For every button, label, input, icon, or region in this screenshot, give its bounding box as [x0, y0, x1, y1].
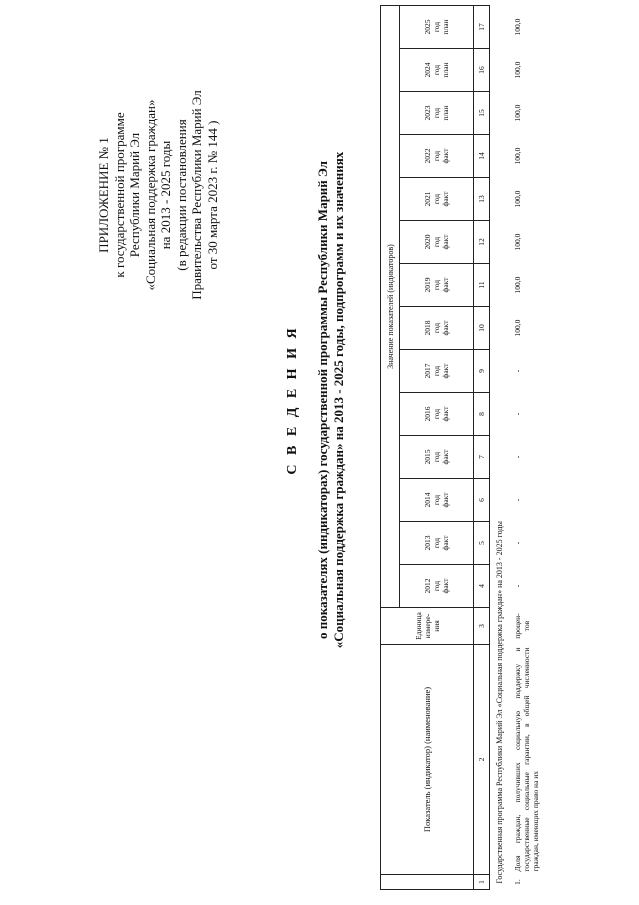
- document-title: [285, 15, 347, 785]
- year-header-status: факт: [441, 277, 450, 293]
- row-value-2018: 100,0: [513, 319, 522, 337]
- year-header-year: 2014: [423, 492, 432, 508]
- column-number: 16: [474, 49, 490, 92]
- row-value-2012: -: [513, 584, 522, 588]
- row-value-2017: -: [513, 369, 522, 373]
- row-value-2015: -: [513, 455, 522, 459]
- column-number: 5: [474, 522, 490, 565]
- year-header-kind: год: [432, 365, 441, 377]
- row-indicator: Доля граждан, получивших социальную поддержку и государственные социальные гарантии, в общей численности граждан, имеющих право на их: [513, 647, 540, 872]
- year-header-kind: год: [432, 64, 441, 76]
- year-header-kind: год: [432, 193, 441, 205]
- year-header-kind: год: [432, 408, 441, 420]
- column-number: 9: [474, 350, 490, 393]
- row-value-2020: 100,0: [513, 233, 522, 251]
- year-header-kind: год: [432, 537, 441, 549]
- year-header-2020: [400, 221, 474, 264]
- column-number: 6: [474, 479, 490, 522]
- row-number: 1.: [513, 879, 522, 885]
- column-number: 7: [474, 436, 490, 479]
- year-header-status: факт: [441, 578, 450, 594]
- appendix-line: «Социальная поддержка граждан»: [142, 99, 158, 291]
- column-number: 12: [474, 221, 490, 264]
- column-number: 3: [474, 608, 490, 645]
- year-header-year: 2025: [423, 19, 432, 35]
- row-unit: процен-тов: [513, 613, 531, 639]
- program-title: Государственная программа Республики Марий Эл «Социальная поддержка граждан» на 2013 - 2025 годы: [495, 521, 504, 884]
- year-header-2016: [400, 393, 474, 436]
- year-header-status: факт: [441, 449, 450, 465]
- year-header-2012: [400, 565, 474, 608]
- year-header-kind: год: [432, 580, 441, 592]
- year-header-2015: [400, 436, 474, 479]
- appendix-line: ПРИЛОЖЕНИЕ № 1: [96, 137, 111, 253]
- year-header-year: 2024: [423, 62, 432, 78]
- year-header-2023: [400, 92, 474, 135]
- year-header-year: 2017: [423, 363, 432, 379]
- row-value-2019: 100,0: [513, 276, 522, 294]
- year-header-kind: год: [432, 107, 441, 119]
- appendix-line: Правительства Республики Марий Эл: [189, 90, 204, 300]
- header-row-1: [381, 6, 400, 890]
- column-number: 17: [474, 6, 490, 49]
- column-number: 11: [474, 264, 490, 307]
- year-header-status: план: [441, 62, 450, 78]
- year-header-year: 2015: [423, 449, 432, 465]
- year-header-year: 2019: [423, 277, 432, 293]
- year-header-kind: год: [432, 451, 441, 463]
- column-number: 10: [474, 307, 490, 350]
- column-number: 2: [474, 645, 490, 875]
- year-header-status: план: [441, 19, 450, 35]
- year-header-status: факт: [441, 191, 450, 207]
- col-num-header: [381, 875, 474, 890]
- title-line-1: о показателях (индикаторах) государственной программы Республики Марий Эл: [315, 161, 330, 639]
- year-header-2013: [400, 522, 474, 565]
- table-row: [509, 6, 587, 890]
- indicators-table: [380, 5, 587, 890]
- column-number: 8: [474, 393, 490, 436]
- row-value-2013: -: [513, 541, 522, 545]
- title-heading: С В Е Д Е Н И Я: [285, 325, 300, 475]
- row-value-2021: 100,0: [513, 190, 522, 208]
- column-number: 4: [474, 565, 490, 608]
- row-value-2022: 100,0: [513, 147, 522, 165]
- year-header-year: 2013: [423, 535, 432, 551]
- values-group-header: Значение показателей (индикаторов): [381, 6, 400, 608]
- year-header-kind: год: [432, 150, 441, 162]
- column-number: 14: [474, 135, 490, 178]
- year-header-status: факт: [441, 492, 450, 508]
- column-number: 15: [474, 92, 490, 135]
- year-header-2017: [400, 350, 474, 393]
- year-header-status: факт: [441, 406, 450, 422]
- appendix-line: Республики Марий Эл: [127, 132, 142, 258]
- year-header-status: план: [441, 105, 450, 121]
- row-value-2016: -: [513, 412, 522, 416]
- year-header-2025: [400, 6, 474, 49]
- year-header-status: факт: [441, 535, 450, 551]
- row-value-2023: 100,0: [513, 104, 522, 122]
- row-value-2024: 100,0: [513, 61, 522, 79]
- year-header-year: 2018: [423, 320, 432, 336]
- year-header-kind: год: [432, 322, 441, 334]
- column-numbers-row: [474, 6, 490, 890]
- year-header-2021: [400, 178, 474, 221]
- col-unit-header: Единица измере-ния: [381, 608, 474, 645]
- year-header-year: 2023: [423, 105, 432, 121]
- appendix-line: от 30 марта 2023 г. № 144 ): [204, 120, 220, 270]
- year-header-year: 2016: [423, 406, 432, 422]
- year-header-kind: год: [432, 279, 441, 291]
- col-indicator-header: Показатель (индикатор) (наименование): [381, 645, 474, 875]
- title-line-2: «Социальная поддержка граждан» на 2013 - 2025 годы, подпрограмм и их значениях: [331, 151, 346, 649]
- appendix-line: на 2013 - 2025 годы: [158, 140, 173, 250]
- year-header-kind: год: [432, 236, 441, 248]
- column-number: 1: [474, 875, 490, 890]
- year-header-2022: [400, 135, 474, 178]
- year-header-2024: [400, 49, 474, 92]
- year-header-kind: год: [432, 21, 441, 33]
- column-number: 13: [474, 178, 490, 221]
- program-row: [490, 6, 510, 890]
- year-header-year: 2022: [423, 148, 432, 164]
- year-header-status: факт: [441, 363, 450, 379]
- year-header-2018: [400, 307, 474, 350]
- year-header-year: 2020: [423, 234, 432, 250]
- appendix-line: к государственной программе: [111, 112, 127, 278]
- year-header-2019: [400, 264, 474, 307]
- year-header-year: 2021: [423, 191, 432, 207]
- year-header-year: 2012: [423, 578, 432, 594]
- row-value-2025: 100,0: [513, 18, 522, 36]
- appendix-line: (в редакции постановления: [173, 119, 189, 271]
- year-header-2014: [400, 479, 474, 522]
- year-header-status: факт: [441, 320, 450, 336]
- row-value-2014: -: [513, 498, 522, 502]
- appendix-block: [96, 25, 220, 365]
- year-header-status: факт: [441, 234, 450, 250]
- year-header-kind: год: [432, 494, 441, 506]
- year-header-status: факт: [441, 148, 450, 164]
